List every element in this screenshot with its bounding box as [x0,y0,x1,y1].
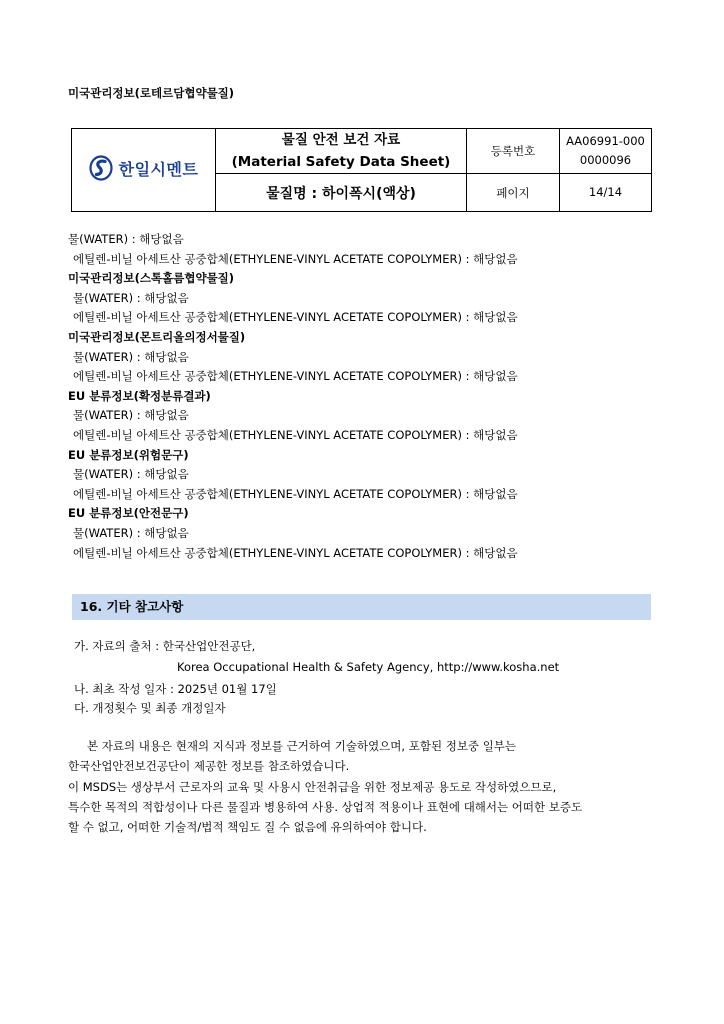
ref-revision: 다. 개정횟수 및 최종 개정일자 [74,701,226,715]
list-item: 에틸렌-비닐 아세트산 공중합체(ETHYLENE-VINYL ACETATE COPOLYMER) : 해당없음 [73,427,518,442]
msds-header-table [71,128,652,212]
disclaimer-line: 본 자료의 내용은 현재의 지식과 정보를 근거하여 기술하였으며, 포함된 정보중 일부는 [87,739,517,753]
ref-initial-date: 나. 최초 작성 일자 : 2025년 01월 17일 [74,682,277,696]
disclaimer-line: 할 수 없고, 어떠한 기술적/법적 책임도 질 수 없음에 유의하여야 합니다. [68,820,427,835]
section-heading-eu-safety-phrases: EU 분류정보(안전문구) [68,506,189,521]
disclaimer-line: 한국산업안전보건공단이 제공한 정보를 참조하였습니다. [68,759,350,774]
list-item: 물(WATER) : 해당없음 [73,349,189,364]
list-item: 물(WATER) : 해당없음 [73,290,189,305]
company-logo-text: 한일시멘트 [118,159,199,179]
page-value: 14/14 [560,174,652,212]
section-heading-stockholm: 미국관리정보(스톡홀름협약물질) [68,271,235,286]
list-item: 물(WATER) : 해당없음 [73,408,189,423]
list-item: 에틸렌-비닐 아세트산 공중합체(ETHYLENE-VINYL ACETATE COPOLYMER) : 해당없음 [73,545,518,560]
list-item: 물(WATER) : 해당없음 [73,467,189,482]
disclaimer-paragraph [68,736,658,837]
company-logo [89,155,199,181]
logo-cell [72,129,216,212]
reg-no-label: 등록번호 [467,129,560,174]
section-heading-eu-risk-phrases: EU 분류정보(위험문구) [68,447,189,462]
company-logo-icon [89,155,113,181]
reg-no-value-line1: AA06991-000 [566,134,645,148]
document-title-en: (Material Safety Data Sheet) [231,154,451,170]
document-title-cell [216,129,467,174]
list-item: 에틸렌-비닐 아세트산 공중합체(ETHYLENE-VINYL ACETATE COPOLYMER) : 해당없음 [73,251,518,266]
disclaimer-line: 특수한 목적의 적합성이나 다른 물질과 병용하여 사용. 상업적 적용이나 표현에 대해서는 어떠한 보증도 [68,799,583,814]
section-heading-eu-classification: EU 분류정보(확정분류결과) [68,388,211,403]
list-item: 에틸렌-비닐 아세트산 공중합체(ETHYLENE-VINYL ACETATE COPOLYMER) : 해당없음 [73,310,518,325]
section-16-title: 16. 기타 참고사항 [80,599,184,614]
material-name: 물질명 : 하이폭시(액상) [216,174,467,212]
reg-no-value-line2: 0000096 [579,153,632,167]
section-heading-rotterdam: 미국관리정보(로테르담협약물질) [68,86,235,100]
disclaimer-line: 이 MSDS는 생상부서 근로자의 교육 및 사용시 안전취급을 위한 정보제공 용도로 작성하였으므로, [68,779,557,794]
ref-source: 가. 자료의 출처 : 한국산업안전공단, [74,639,256,653]
reg-no-value [560,129,652,174]
page-label: 페이지 [467,174,560,212]
section-16-bar [72,594,651,620]
document-title-ko: 물질 안전 보건 자료 [281,132,401,148]
list-item: 물(WATER) : 해당없음 [68,232,184,246]
list-item: 에틸렌-비닐 아세트산 공중합체(ETHYLENE-VINYL ACETATE COPOLYMER) : 해당없음 [73,369,518,384]
ref-source-en: Korea Occupational Health & Safety Agency, http://www.kosha.net [177,660,560,674]
section-heading-montreal: 미국관리정보(몬트리올의정서물질) [68,329,246,344]
list-item: 물(WATER) : 해당없음 [73,525,189,540]
regulatory-info-list [68,230,518,563]
list-item: 에틸렌-비닐 아세트산 공중합체(ETHYLENE-VINYL ACETATE COPOLYMER) : 해당없음 [73,486,518,501]
